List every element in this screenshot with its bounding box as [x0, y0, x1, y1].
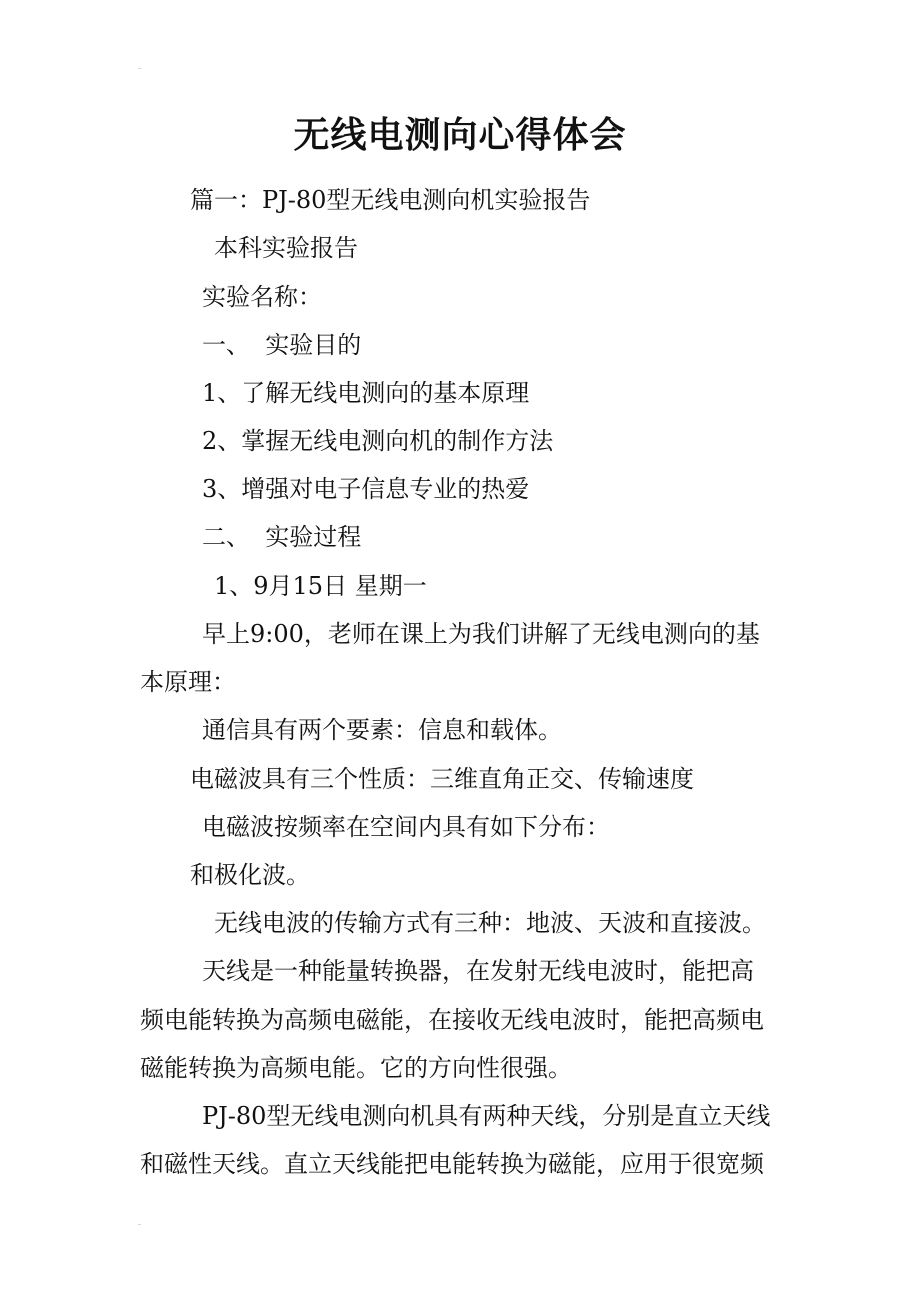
- text-line-20: PJ-80型无线电测向机具有两种天线，分别是直立天线: [202, 1102, 771, 1130]
- document-title: 无线电测向心得体会: [293, 114, 627, 156]
- text-line-21: 和磁性天线。直立天线能把电能转换为磁能，应用于很宽频: [140, 1150, 764, 1178]
- text-line-16: 无线电波的传输方式有三种：地波、天波和直接波。: [214, 909, 766, 937]
- text-line-6: 2、掌握无线电测向机的制作方法: [202, 427, 554, 455]
- text-line-2: 本科实验报告: [214, 234, 358, 262]
- text-line-14: 电磁波按频率在空间内具有如下分布：: [202, 813, 610, 841]
- text-line-18: 频电能转换为高频电磁能，在接收无线电波时，能把高频电: [140, 1006, 764, 1034]
- text-line-8: 二、 实验过程: [202, 523, 362, 551]
- scan-mark: [138, 1224, 141, 1225]
- text-line-5: 1、了解无线电测向的基本原理: [202, 379, 530, 407]
- text-line-17: 天线是一种能量转换器，在发射无线电波时，能把高: [202, 957, 754, 985]
- text-line-1: 篇一：PJ-80型无线电测向机实验报告: [190, 186, 591, 214]
- text-line-13: 电磁波具有三个性质：三维直角正交、传输速度: [190, 765, 694, 793]
- scan-mark: [138, 68, 141, 69]
- text-line-3: 实验名称：: [202, 283, 322, 311]
- text-line-4: 一、 实验目的: [202, 331, 362, 359]
- text-line-7: 3、增强对电子信息专业的热爱: [202, 475, 530, 503]
- text-line-10: 早上9:00，老师在课上为我们讲解了无线电测向的基: [202, 620, 760, 648]
- text-line-19: 磁能转换为高频电能。它的方向性很强。: [140, 1054, 572, 1082]
- text-line-11: 本原理：: [140, 668, 236, 696]
- text-line-9: 1、9月15日 星期一: [214, 572, 427, 600]
- text-line-15: 和极化波。: [190, 861, 310, 889]
- text-line-12: 通信具有两个要素：信息和载体。: [202, 716, 562, 744]
